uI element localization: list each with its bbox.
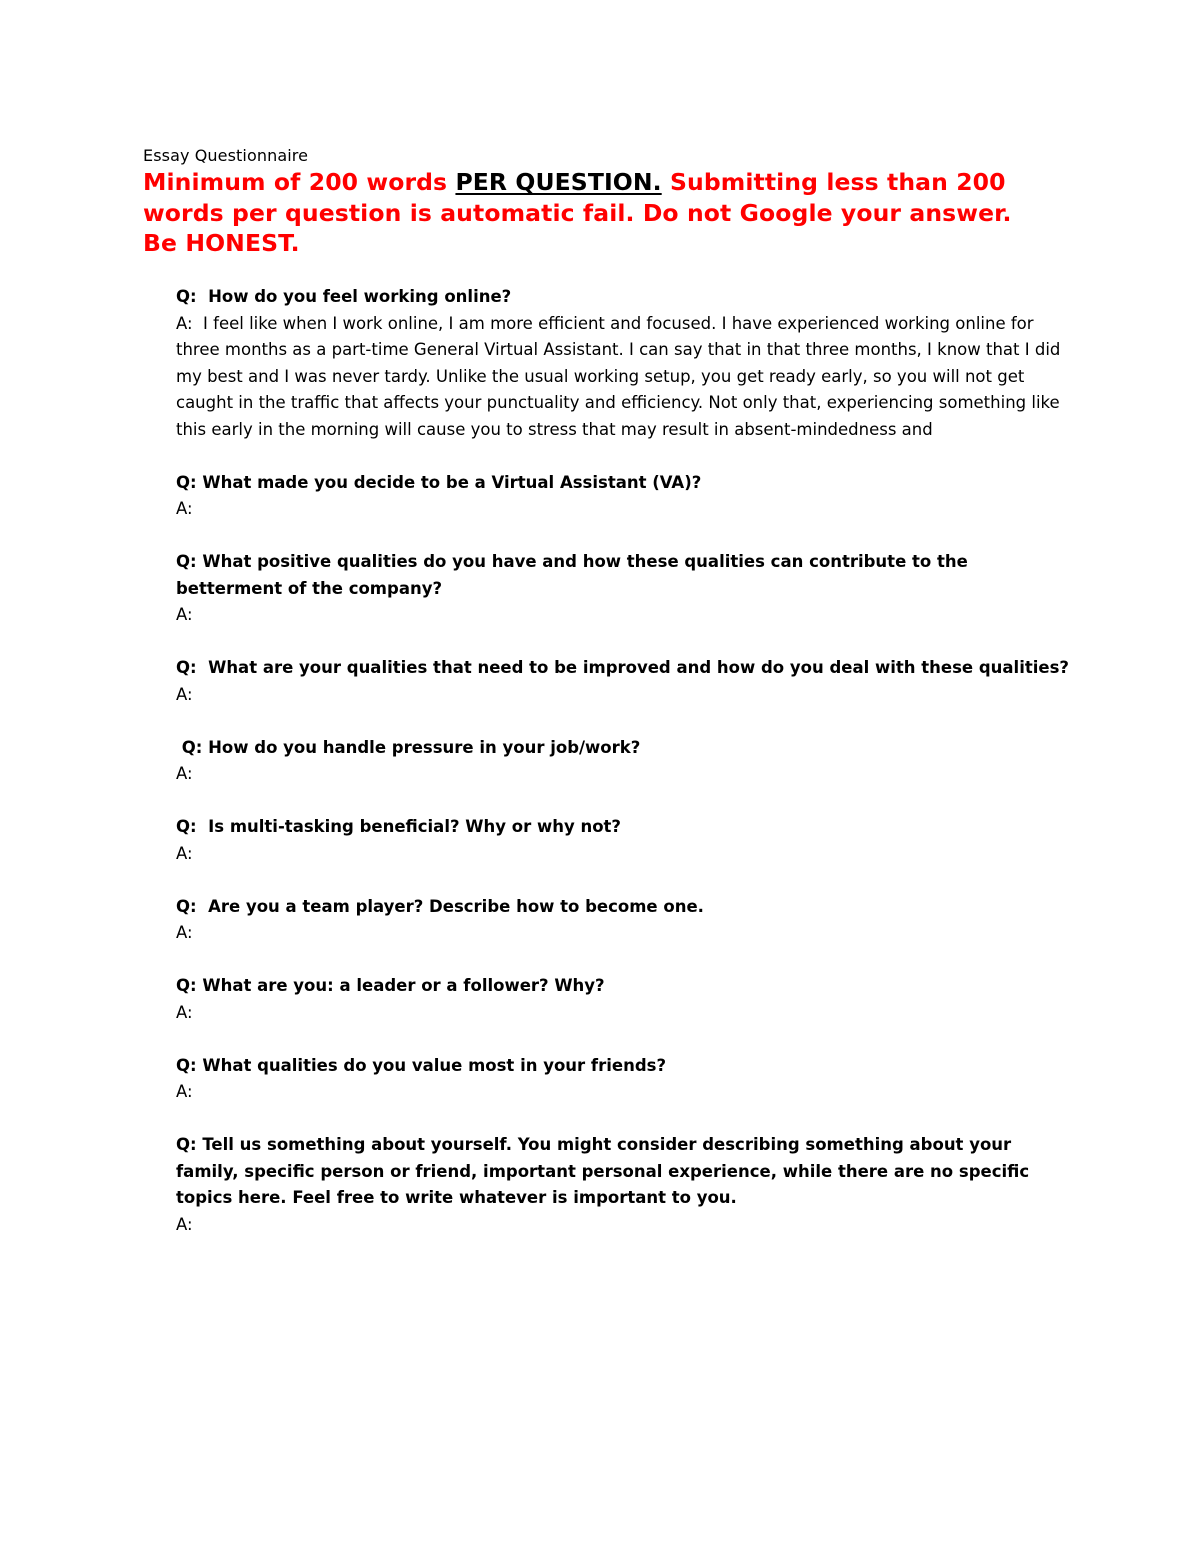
question: Q: What are you: a leader or a follower? Why?	[176, 976, 605, 995]
qa-item	[176, 284, 1076, 443]
answer: A: I feel like when I work online, I am more efficient and focused. I have experienced working online for three months as a part-time General Virtual Assistant. I can say that in that three months, I know that I did my best and I was never tardy. Unlike the usual working setup, you get ready early, so you will not get caught in the traffic that affects your punctuality and efficiency. Not only that, experiencing something like this early in the morning will cause you to stress that may result in absent-mindedness and	[176, 313, 1066, 439]
qa-item	[176, 655, 1076, 708]
qa-item	[176, 973, 1076, 1026]
qa-item	[176, 549, 1076, 629]
question: Q: Are you a team player? Describe how to become one.	[176, 896, 704, 916]
question: Q: Is multi-tasking beneficial? Why or why not?	[176, 817, 621, 836]
answer: A:	[176, 1002, 193, 1022]
qa-item	[176, 1053, 1076, 1106]
qa-item	[176, 470, 1076, 523]
answer: A:	[176, 684, 193, 704]
notice-emphasis: PER QUESTION.	[455, 168, 662, 196]
qa-item	[176, 735, 1076, 788]
qa-item	[176, 814, 1076, 867]
question: Q: What positive qualities do you have and how these qualities can contribute to the betterment of the company?	[176, 552, 974, 598]
question: Q: What made you decide to be a Virtual Assistant (VA)?	[176, 472, 702, 492]
question: Q: What are your qualities that need to be improved and how do you deal with these qualities?	[176, 658, 1069, 677]
answer: A:	[176, 923, 193, 942]
question: Q: How do you handle pressure in your job/work?	[176, 737, 641, 757]
notice-text-start: Minimum of 200 words	[143, 168, 456, 196]
answer: A:	[176, 1214, 193, 1234]
notice-text-end: Submitting less than 200 words per question is automatic fail. Do not Google your answer. Be HONEST.	[143, 168, 1012, 257]
question: Q: Tell us something about yourself. You might consider describing something about your family, specific person or friend, important personal experience, while there are no specific topics here. Feel free to write whatever is important to you.	[176, 1135, 1035, 1207]
qa-item	[176, 1132, 1076, 1238]
question: Q: What qualities do you value most in your friends?	[176, 1055, 667, 1075]
question-list	[176, 284, 1076, 1265]
word-count-notice	[143, 167, 1043, 259]
answer: A:	[176, 764, 193, 783]
document-title: Essay Questionnaire	[143, 146, 309, 165]
answer: A:	[176, 499, 193, 518]
answer: A:	[176, 605, 193, 624]
qa-item	[176, 894, 1076, 947]
question: Q: How do you feel working online?	[176, 287, 512, 306]
answer: A:	[176, 843, 193, 863]
answer: A:	[176, 1082, 193, 1101]
